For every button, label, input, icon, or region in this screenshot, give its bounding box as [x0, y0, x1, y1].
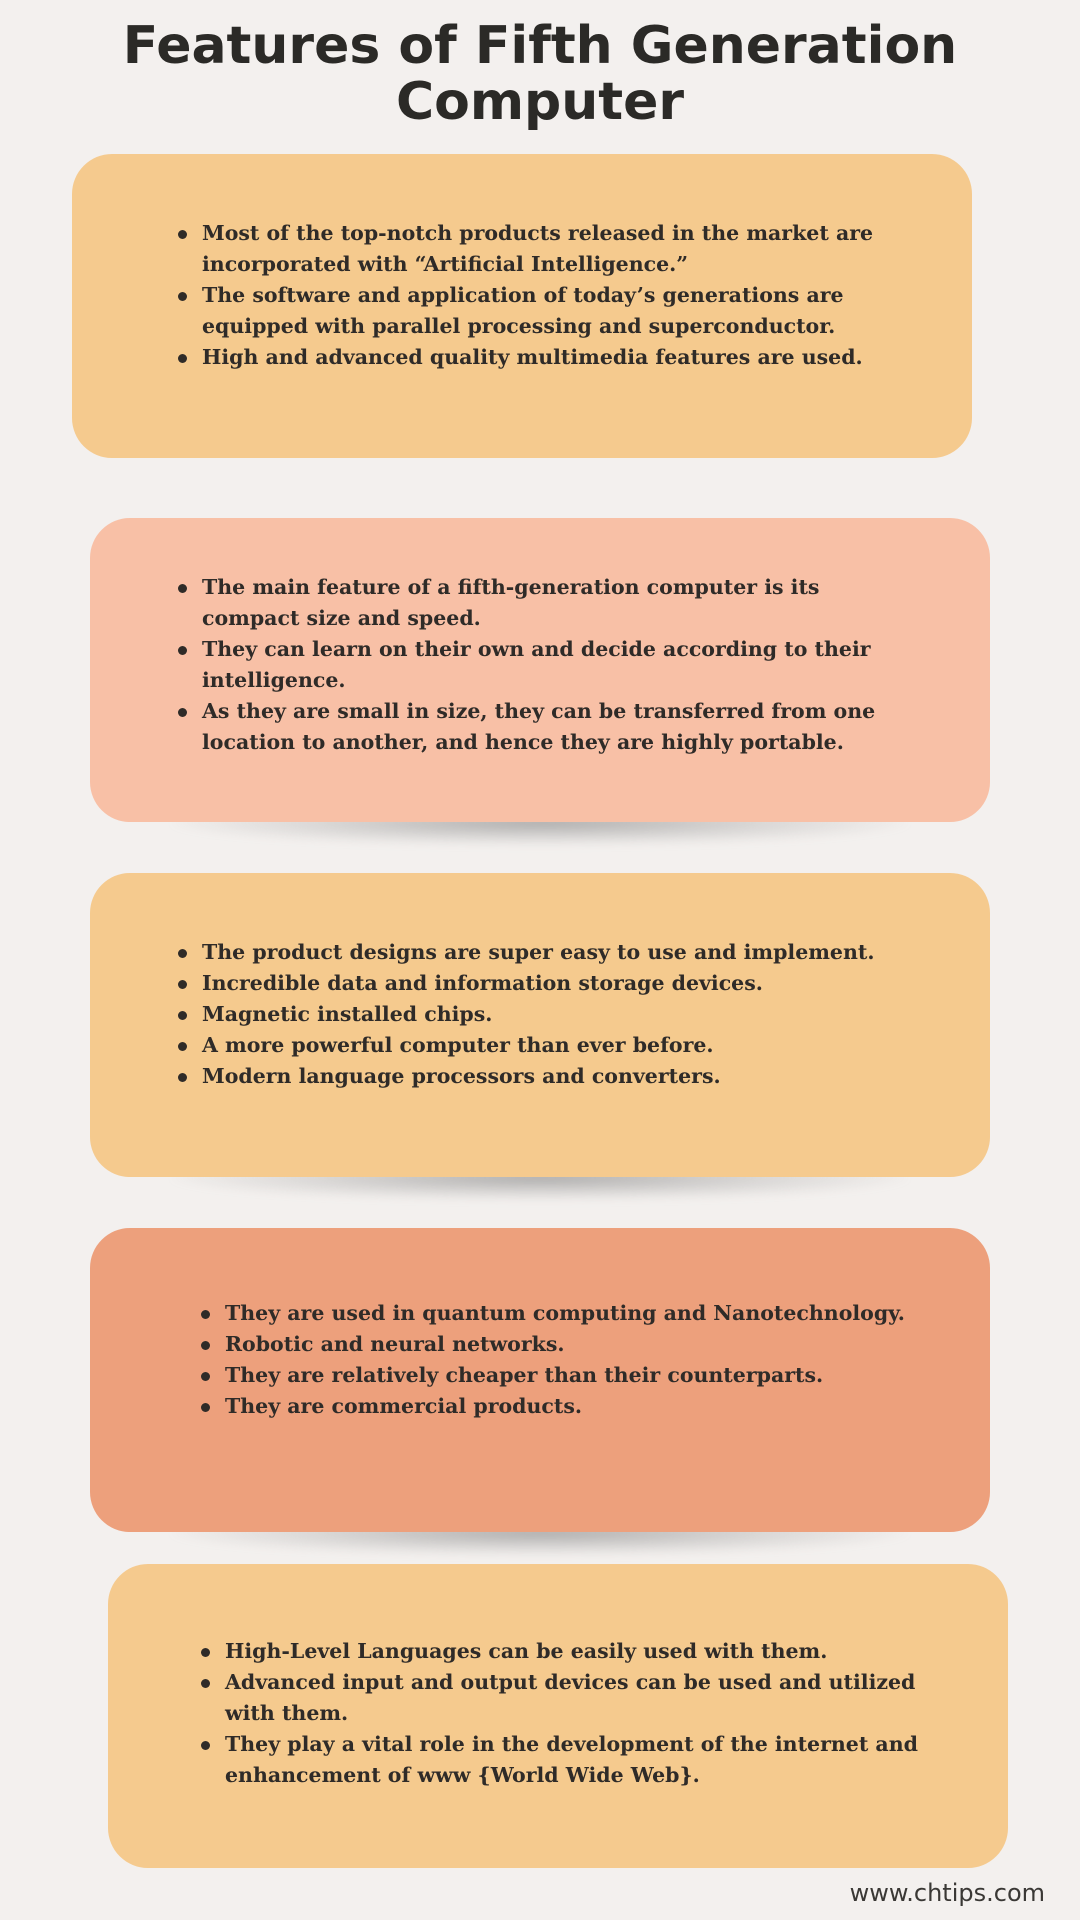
list-item: The software and application of today’s generations are equipped with parallel processing and superconductor. — [178, 280, 882, 342]
list-item: They are relatively cheaper than their counterparts. — [201, 1360, 920, 1391]
list-item: They can learn on their own and decide according to their intelligence. — [178, 634, 920, 696]
list-item: A more powerful computer than ever before. — [178, 1030, 920, 1061]
list-item: Magnetic installed chips. — [178, 999, 920, 1030]
page-title: Features of Fifth Generation Computer — [122, 16, 958, 132]
feature-list — [178, 218, 882, 373]
website-url: www.chtips.com — [849, 1879, 1045, 1907]
list-item: They are used in quantum computing and Nanotechnology. — [201, 1298, 920, 1329]
list-item: Modern language processors and converters. — [178, 1061, 920, 1092]
list-item: Most of the top-notch products released in the market are incorporated with “Artificial Intelligence.” — [178, 218, 882, 280]
feature-list — [201, 1636, 928, 1791]
list-item: High-Level Languages can be easily used with them. — [201, 1636, 928, 1667]
list-item: The main feature of a fifth-generation computer is its compact size and speed. — [178, 572, 920, 634]
feature-card-5 — [108, 1564, 1008, 1868]
list-item: Incredible data and information storage devices. — [178, 968, 920, 999]
list-item: As they are small in size, they can be transferred from one location to another, and hence they are highly portable. — [178, 696, 920, 758]
list-item: Robotic and neural networks. — [201, 1329, 920, 1360]
list-item: High and advanced quality multimedia features are used. — [178, 342, 882, 373]
feature-list — [178, 937, 920, 1092]
list-item: They are commercial products. — [201, 1391, 920, 1422]
list-item: They play a vital role in the development of the internet and enhancement of www {World Wide Web}. — [201, 1729, 928, 1791]
feature-card-3 — [90, 873, 990, 1177]
feature-card-4 — [90, 1228, 990, 1532]
feature-card-2 — [90, 518, 990, 822]
feature-list — [178, 572, 920, 758]
list-item: The product designs are super easy to use and implement. — [178, 937, 920, 968]
feature-card-1 — [72, 154, 972, 458]
list-item: Advanced input and output devices can be used and utilized with them. — [201, 1667, 928, 1729]
feature-list — [201, 1298, 920, 1422]
